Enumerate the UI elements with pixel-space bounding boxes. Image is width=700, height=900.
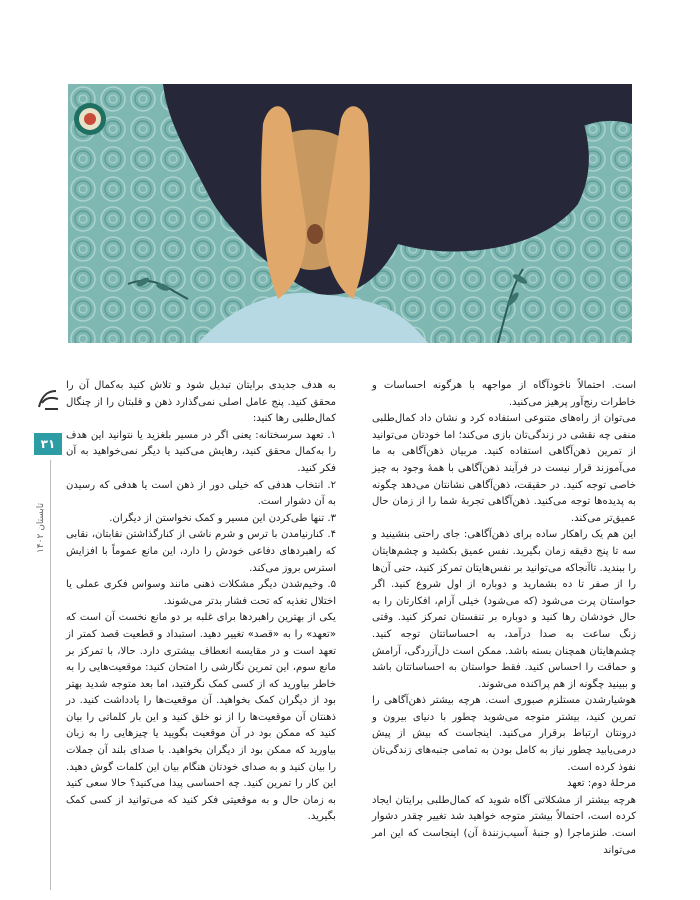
list-item: ۳. تنها طی‌کردن این مسیر و کمک نخواستن از دیگران.: [109, 512, 336, 524]
page-number: ۳۱: [34, 433, 62, 455]
paragraph: به هدف جدیدی برایتان تبدیل شود و تلاش کنید به‌کمال آن را محقق کنید. پنج عامل اصلی نمی‌گذارد ذهن و قلبتان را از چنگال کمال‌طلبی رها کنید:: [66, 380, 336, 425]
issue-label: تابستان ۱۴۰۲: [36, 502, 46, 554]
sidebar-divider: [50, 460, 51, 890]
list-item: ۵. وخیم‌شدن دیگر مشکلات ذهنی مانند وسواس فکری عملی یا اختلال تغذیه که تحت فشار بدتر می‌شوند.: [66, 579, 336, 607]
paragraph: است. احتمالاً ناخودآگاه از مواجهه با هرگونه احساسات و خاطرات رنج‌آور پرهیز می‌کنید.: [372, 380, 636, 408]
paragraph: یکی از بهترین راهبردها برای غلبه بر دو مانع نخست آن است که «تعهد» را به «قصد» تغییر دهید. استبداد و قطعیت قصد کمتر از تعهد است و در مقایسه انعطاف بیشتری دارد. حالا، با تمرکز بر مانع سوم، این تمرین نگارشی را امتحان کنید: موقعیت‌هایی را به خاطر بیاورید که از کسی کمک نگرفتید، اما بعد متوجه شدید بهتر بود از دیگران کمک بخواهید. آن موقعیت‌ها را یادداشت کنید. در ذهنتان آن موقعیت‌ها را از نو خلق کنید و این بار کلماتی را بیان کنید که ممکن بود در آن موقعیت بگویید یا چیزهایی را به زبان بیاورید که ممکن بود از دیگران بخواهید. با صدای بلند آن جملات را بیان کنید و به صدای خودتان هنگام بیان این کلمات گوش دهید. این کار را تمرین کنید. چه احساسی پیدا می‌کنید؟ حالا سعی کنید به زمان حال و به موقعیتی فکر کنید که می‌توانید از کسی کمک بگیرید.: [66, 612, 336, 823]
article-column-left: [66, 378, 336, 826]
paragraph: می‌توان از راه‌های متنوعی استفاده کرد و نشان داد کمال‌طلبی منفی چه نقشی در زندگی‌تان بازی می‌کند؛ اما خودتان می‌توانید از تمرین ذهن‌آگاهی استفاده کنید. مربیان ذهن‌آگاهی به ما می‌آموزند قرار نیست در فرآیند ذهن‌آگاهی با همهٔ وجود به چیز خاصی توجه کنید. در حقیقت، ذهن‌آگاهی نشانتان می‌دهد چگونه به پدیده‌ها توجه می‌کنید. ذهن‌آگاهی تجربهٔ شما را از زمان حال عمیق‌تر می‌کند.: [372, 413, 636, 524]
magazine-logo: [73, 102, 107, 136]
article-column-right: [372, 378, 636, 859]
page-sidebar: [34, 385, 62, 885]
section-heading: مرحلهٔ دوم: تعهد: [566, 778, 636, 790]
hero-illustration: [68, 84, 632, 343]
list-item: ۱. تعهد سرسختانه: یعنی اگر در مسیر بلغزید یا نتوانید این هدف را به‌کمال محقق کنید، رهایش می‌کنید یا دیگر نمی‌خواهید به آن فکر کنید.: [66, 429, 336, 474]
paragraph: این هم یک راهکار ساده برای ذهن‌آگاهی: جای راحتی بنشینید و سه تا پنج دقیقه زمان بگیرید. نفس عمیق بکشید و چشم‌هایتان را ببندید. تاآنجاکه می‌توانید بر نفس‌هایتان تمرکز کنید، حتی آن‌ها را از صفر تا ده بشمارید و دوباره از اول شروع کنید. اگر حواستان پرت می‌شود (که می‌شود) خیلی آرام، افکارتان را به حال خودشان رها کنید و دوباره بر تنفستان تمرکز کنید. وقتی زنگ ساعت به صدا درآمد، به احساساتتان توجه کنید. چشم‌هایتان همچنان بسته باشد. ممکن است دل‌آزردگی، آرامش و حماقت را احساس کنید. فقط حواستان به احساساتتان باشد و ببینید چگونه از هم پراکنده می‌شوند.: [372, 529, 636, 690]
brand-icon: [36, 385, 62, 413]
list-item: ۴. کنارنیامدن با ترس و شرم ناشی از کنارگذاشتن نقابتان، نقابی که راهبردهای دفاعی خودش را دارد، این مانع عموماً با افزایش استرس بروز می‌کند.: [66, 529, 336, 574]
list-item: ۲. انتخاب هدفی که خیلی دور از ذهن است یا هدفی که رسیدن به آن دشوار است.: [66, 479, 336, 508]
paragraph: هرچه بیشتر از مشکلاتی آگاه شوید که کمال‌طلبی برایتان ایجاد کرده است، احتمالاً بیشتر متوجه خواهید شد تغییر چقدر دشوار است. طنزماجرا (و جنبهٔ آسیب‌زنندهٔ آن) اینجاست که این امر می‌تواند: [372, 794, 636, 856]
paragraph: هوشیارشدن مستلزم صبوری است. هرچه بیشتر ذهن‌آگاهی را تمرین کنید، بیشتر متوجه می‌شوید چطور با دنیای بیرون و درونتان ارتباط برقرار می‌کنید. اینجاست که بیش از پیش درمی‌یابید چطور نیاز به کامل بودن به تمامی جنبه‌های زندگی‌تان نفوذ کرده است.: [372, 695, 636, 773]
